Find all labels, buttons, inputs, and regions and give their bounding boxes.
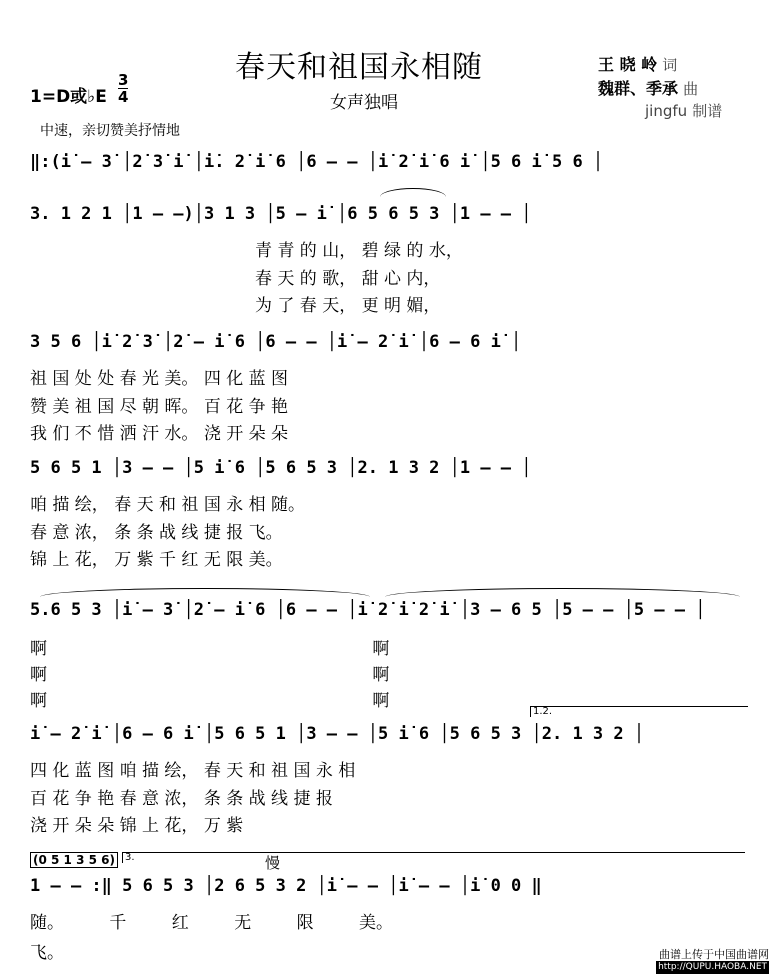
lyrics-verse-2: 飞。 [30, 943, 64, 963]
score-title: 春天和祖国永相随 [235, 50, 483, 85]
lyricist-role: 词 [662, 56, 678, 74]
lyrics-verse-1: 祖 国 处 处 春 光 美。 四 化 蓝 图 [30, 369, 289, 389]
meter-bottom: 4 [118, 88, 129, 106]
composer-credit [598, 76, 698, 99]
key-signature: 1=D或♭E [30, 87, 107, 107]
lyrics-verse-1: 咱 描 绘， 春 天 和 祖 国 永 相 随。 [30, 495, 306, 515]
staff-notes: i̇ – 2̇ i̇ │6 – 6 i̇ │5 6 5 1 │3 – – │5 i̇ 6 │5 6 5 3 │2. 1 3 2 │ [30, 724, 645, 744]
tempo-marking: 中速，亲切赞美抒情地 [40, 123, 180, 139]
staff-notes: 3 5 6 │i̇ 2̇ 3̇ │2̇ – i̇ 6 │6 – – │i̇ – 2̇ i̇ │6 – 6 i̇ │ [30, 332, 522, 352]
arranger-role: 制谱 [692, 102, 723, 120]
volta-bracket: 1.2. [530, 706, 748, 717]
intro-bracket: (0 5 1 3 5 6) [30, 852, 118, 868]
arranger-name: jingfu [645, 102, 688, 120]
lyrics-verse-1: 随。 千 红 无 限 美。 [30, 913, 394, 933]
composer-name: 魏群、季承 [598, 79, 679, 98]
lyrics-verse-2: 春 意 浓， 条 条 战 线 捷 报 飞。 [30, 523, 283, 543]
lyrics-verse-3: 啊 啊 [30, 691, 390, 711]
lyrics-verse-3: 为 了 春 天， 更 明 媚， [255, 296, 441, 316]
watermark-line-1: 曲谱上传于中国曲谱网 [659, 948, 769, 961]
score-subtitle: 女声独唱 [330, 93, 398, 113]
site-watermark [656, 948, 769, 974]
staff-notes: 1 – – :‖ 5 6 5 3 │2 6 5 3 2 │i̇ – – │i̇ – – │i̇ 0 0 ‖ [30, 876, 542, 896]
staff-notes: 5.6 5 3 │i̇ – 3̇ │2̇ – i̇ 6 │6 – – │i̇ 2̇ i̇ 2̇ i̇ │3 – 6 5 │5 – – │5 – – │ [30, 600, 706, 620]
staff-notes: 5 6 5 1 │3 – – │5 i̇ 6 │5 6 5 3 │2. 1 3 2 │1 – – │ [30, 458, 532, 478]
lyrics-verse-1: 青 青 的 山， 碧 绿 的 水， [255, 241, 463, 261]
time-signature [118, 72, 128, 105]
watermark-url: http://QUPU.HAOBA.NET [658, 962, 767, 972]
lyrics-verse-3: 我 们 不 惜 洒 汗 水。 浇 开 朵 朵 [30, 424, 289, 444]
volta-bracket-3: 3. [122, 852, 745, 863]
lyricist-name: 王 晓 岭 [598, 55, 658, 74]
meter-top: 3 [118, 71, 129, 89]
lyrics-verse-3: 锦 上 花， 万 紫 千 红 无 限 美。 [30, 550, 283, 570]
staff-notes: 3. 1 2 1 │1 – –)│3 1 3 │5 – i̇ │6 5 6 5 3 │1 – – │ [30, 204, 532, 224]
lyrics-verse-1: 四 化 蓝 图 咱 描 绘， 春 天 和 祖 国 永 相 [30, 761, 356, 781]
staff-notes: ‖:(i̇ – 3̇ │2̇ 3̇ i̇ │i̇. 2̇ i̇ 6 │6 – – │i̇ 2̇ i̇ 6 i̇ │5 6 i̇ 5 6 │ [30, 152, 604, 172]
composer-role: 曲 [683, 80, 699, 98]
lyrics-verse-2: 赞 美 祖 国 尽 朝 晖。 百 花 争 艳 [30, 397, 289, 417]
arranger-credit [645, 100, 722, 121]
lyricist-credit [598, 52, 677, 75]
lyrics-verse-2: 百 花 争 艳 春 意 浓， 条 条 战 线 捷 报 [30, 789, 333, 809]
lyrics-verse-1: 啊 啊 [30, 639, 390, 659]
lyrics-verse-2: 啊 啊 [30, 665, 390, 685]
lyrics-verse-3: 浇 开 朵 朵 锦 上 花， 万 紫 [30, 816, 244, 836]
tempo-slow-mark: 慢 [265, 854, 281, 872]
lyrics-verse-2: 春 天 的 歌， 甜 心 内， [255, 269, 441, 289]
